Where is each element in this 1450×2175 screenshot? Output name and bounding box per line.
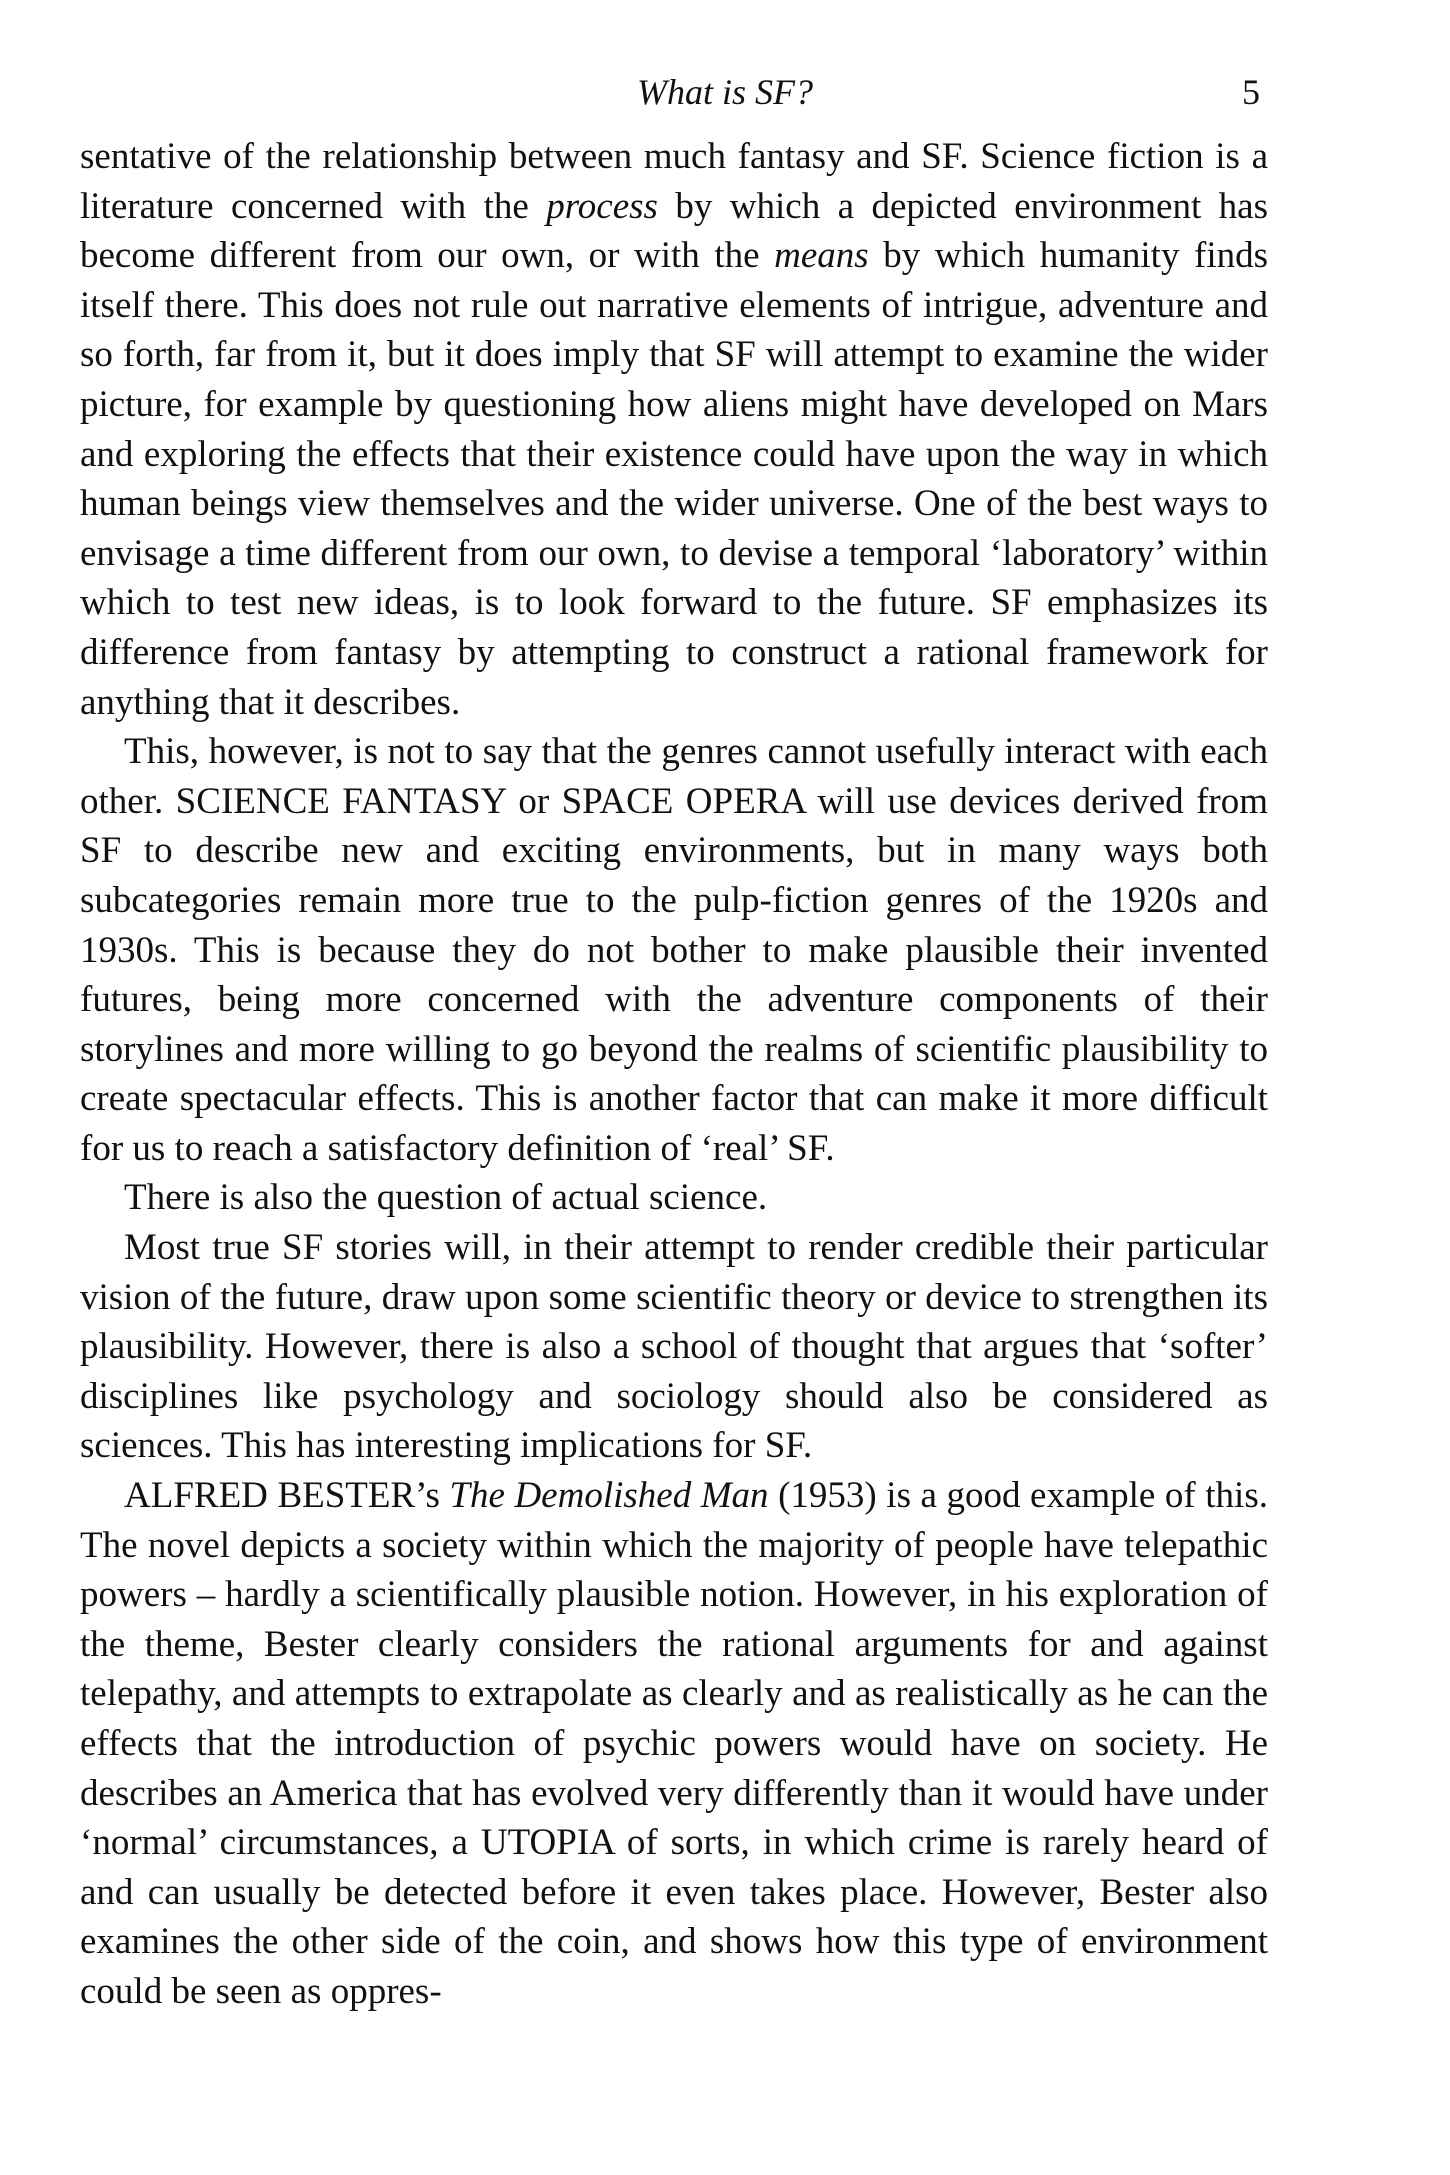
text-segment: (1953) is a good example of this. The novel depicts a society within which the majority of people have telepathic powers – hardly a scientifically plausible notion. However, in his exploration of the theme, Bester clearly considers the rational arguments for and against telepathy, and attempts to extrapolate as clearly and as realistically as he can the effects that the introduction of psychic powers would have on society. He describes an America that has evolved very differently than it would have under ‘normal’ circumstances, a UTOPIA of sorts, in which crime is rarely heard of and can usually be detected before it even takes place. However, Bester also examines the other side of the coin, and shows how this type of environment could be seen as oppres- bbox=[80, 1475, 1268, 2012]
running-head bbox=[0, 62, 1450, 122]
text-segment: ALFRED BESTER’s bbox=[124, 1475, 450, 1517]
emphasis-means: means bbox=[774, 235, 869, 277]
page-number: 5 bbox=[1242, 72, 1260, 112]
running-head-title: What is SF? bbox=[637, 72, 813, 112]
text-segment: Most true SF stories will, in their attempt to render credible their particular vision of the future, draw upon some scientific theory or device to strengthen its plausibility. However, there is also a school of thought that argues that ‘softer’ disciplines like psychology and sociology should also be considered as sciences. This has interesting implications for SF. bbox=[80, 1227, 1268, 1467]
text-segment: There is also the question of actual science. bbox=[124, 1177, 768, 1219]
text-segment: This, however, is not to say that the genres cannot usefully interact with each other. SCIENCE FANTASY or SPACE OPERA will use devices derived from SF to describe new and exciting environments, but in many ways both subcategories remain more true to the pulp-fiction genres of the 1920s and 1930s. This is because they do not bother to make plausible their invented futures, being more concerned with the adventure components of their storylines and more willing to go beyond the realms of scientific plausibility to create spectacular effects. This is another factor that can make it more difficult for us to reach a satisfactory definition of ‘real’ SF. bbox=[80, 731, 1268, 1169]
text-segment: sentative of the relationship between much fantasy and SF. Science fiction is a literature concerned with the bbox=[80, 136, 1268, 227]
book-title-demolished-man: The Demolished Man bbox=[449, 1475, 769, 1517]
paragraph-1 bbox=[80, 132, 1268, 727]
paragraph-3 bbox=[80, 1173, 1268, 1223]
emphasis-process: process bbox=[546, 185, 658, 227]
paragraph-2 bbox=[80, 727, 1268, 1173]
body-text bbox=[80, 132, 1268, 2017]
paragraph-5 bbox=[80, 1471, 1268, 2017]
text-segment: by which humanity finds itself there. This does not rule out narrative elements of intrigue, adventure and so forth, far from it, but it does imply that SF will attempt to examine the wider picture, for example by questioning how aliens might have developed on Mars and exploring the effects that their existence could have upon the way in which human beings view themselves and the wider universe. One of the best ways to envisage a time different from our own, to devise a temporal ‘laboratory’ within which to test new ideas, is to look forward to the future. SF emphasizes its difference from fantasy by attempting to construct a rational framework for anything that it describes. bbox=[80, 235, 1269, 723]
text-segment: by which a depicted environment has become different from our own, or with the bbox=[80, 185, 1268, 277]
paragraph-4 bbox=[80, 1223, 1268, 1471]
